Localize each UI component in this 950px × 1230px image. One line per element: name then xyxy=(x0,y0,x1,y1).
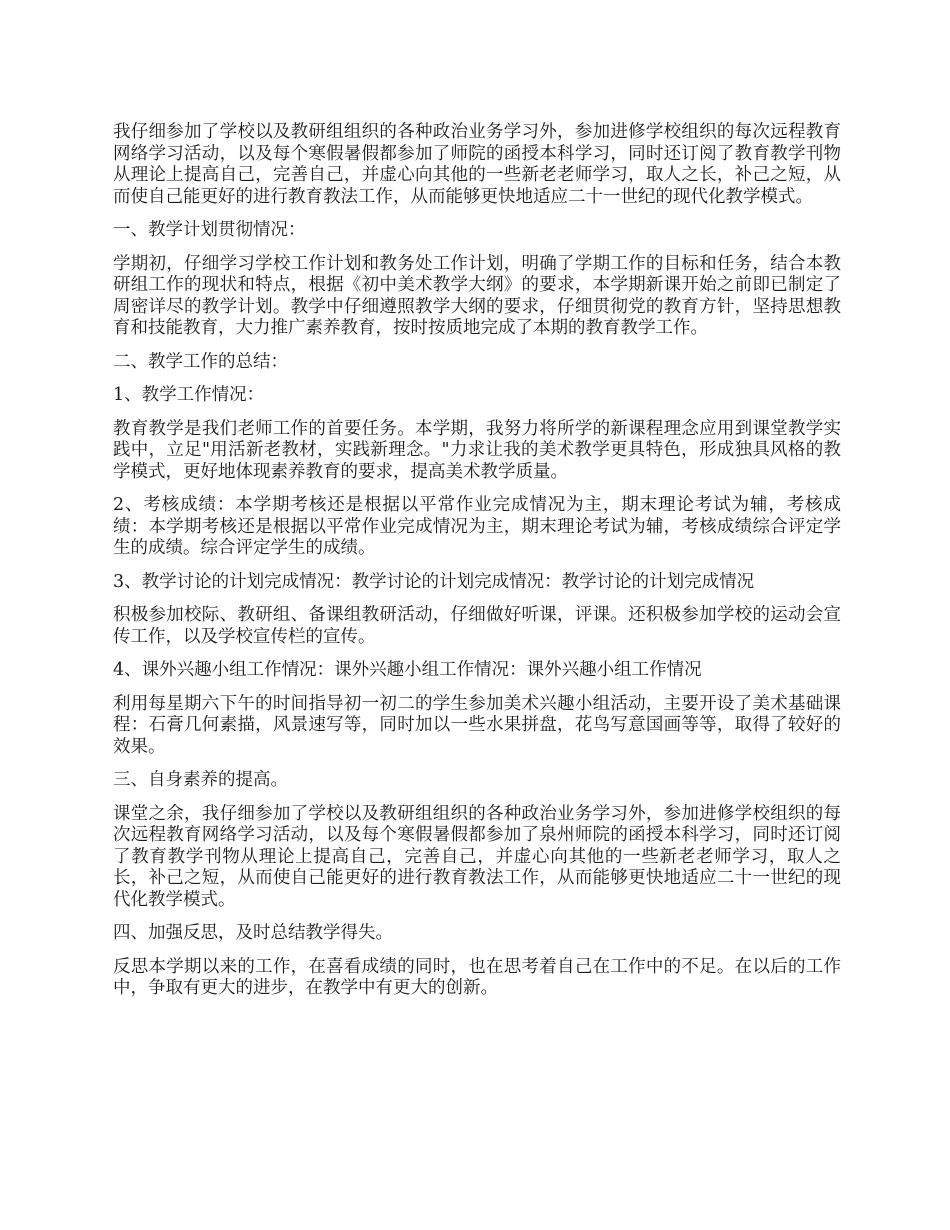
assessment-paragraph: 2、考核成绩：本学期考核还是根据以平常作业完成情况为主，期末理论考试为辅，考核成绩：本学期考核还是根据以平常作业完成情况为主，期末理论考试为辅，考核成绩综合评定学生的成绩。综合评定学生的成绩。 xyxy=(113,495,841,558)
section-heading-teaching-plan: 一、教学计划贯彻情况： xyxy=(113,220,306,240)
interest-group-paragraph: 利用每星期六下午的时间指导初一初二的学生参加美术兴趣小组活动，主要开设了美术基础课程：石膏几何素描，风景速写等，同时加以一些水果拼盘，花鸟写意国画等等，取得了较好的效果。 xyxy=(113,693,841,757)
section-heading-teaching-summary: 二、教学工作的总结： xyxy=(113,351,288,372)
subheading-teaching-work: 1、教学工作情况： xyxy=(113,385,265,405)
section-heading-reflection: 四、加强反思，及时总结教学得失。 xyxy=(113,923,393,943)
section-heading-self-improvement: 三、自身素养的提高。 xyxy=(113,770,288,790)
teaching-plan-paragraph: 学期初，仔细学习学校工作计划和教务处工作计划，明确了学期工作的目标和任务，结合本教研组工作的现状和特点，根据《初中美术教学大纲》的要求，本学期新课开始之前即已制定了周密详尽的教学计划。教学中仔细遵照教学大纲的要求，仔细贯彻党的教育方针，坚持思想教育和技能教育，大力推广素养教育，按时按质地完成了本期的教育教学工作。 xyxy=(113,253,841,338)
reflection-paragraph: 反思本学期以来的工作，在喜看成绩的同时，也在思考着自己在工作中的不足。在以后的工作中，争取有更大的进步，在教学中有更大的创新。 xyxy=(113,956,841,998)
subheading-discussion-plan: 3、教学讨论的计划完成情况：教学讨论的计划完成情况：教学讨论的计划完成情况 xyxy=(113,571,755,592)
self-improvement-paragraph: 课堂之余，我仔细参加了学校以及教研组组织的各种政治业务学习外，参加进修学校组织的每次远程教育网络学习活动，以及每个寒假暑假都参加了泉州师院的函授本科学习，同时还订阅了教育教学刊物从理论上提高自己，完善自己，并虚心向其他的一些新老老师学习，取人之长，补己之短，从而使自己能更好的进行教育教法工作，从而能够更快地适应二十一世纪的现代化教学模式。 xyxy=(113,803,841,910)
intro-paragraph: 我仔细参加了学校以及教研组组织的各种政治业务学习外，参加进修学校组织的每次远程教育网络学习活动，以及每个寒假暑假都参加了师院的函授本科学习，同时还订阅了教育教学刊物从理论上提高自己，完善自己，并虚心向其他的一些新老老师学习，取人之长，补己之短，从而使自己能更好的进行教育教法工作，从而能够更快地适应二十一世纪的现代化教学模式。 xyxy=(113,122,841,207)
teaching-work-paragraph: 教育教学是我们老师工作的首要任务。本学期，我努力将所学的新课程理念应用到课堂教学实践中，立足"用活新老教材，实践新理念。"力求让我的美术教学更具特色，形成独具风格的教学模式，更好地体现素养教育的要求，提高美术教学质量。 xyxy=(113,418,841,482)
document-body xyxy=(113,122,841,1012)
discussion-activities-paragraph: 积极参加校际、教研组、备课组教研活动，仔细做好听课，评课。还积极参加学校的运动会宣传工作，以及学校宣传栏的宣传。 xyxy=(113,605,841,647)
subheading-interest-group: 4、课外兴趣小组工作情况：课外兴趣小组工作情况：课外兴趣小组工作情况 xyxy=(113,660,702,680)
